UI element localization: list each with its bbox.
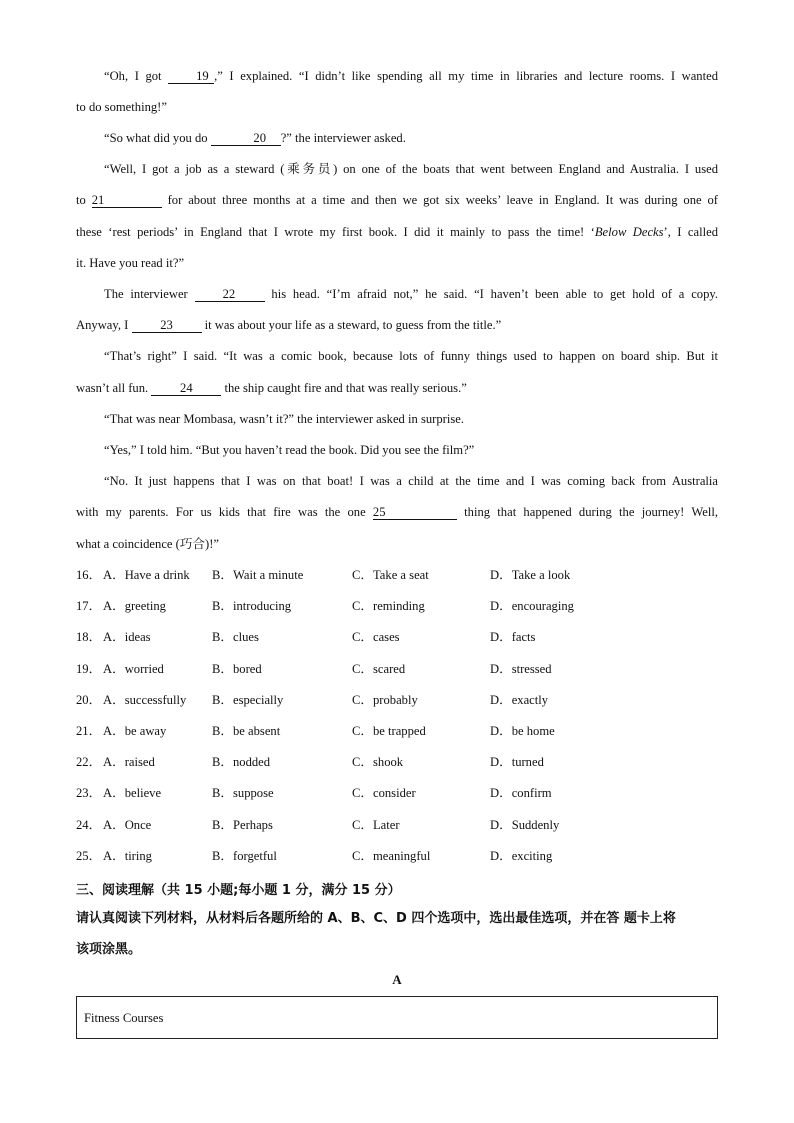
passage-line-15: with my parents. For us kids that fire was the one 25 thing that happened during the journey! Well,	[76, 505, 718, 519]
passage-line-12: “That was near Mombasa, wasn’t it?” the interviewer asked in surprise.	[104, 412, 464, 426]
section-instruction: 请认真阅读下列材料，从材料后各题所给的 A、B、C、D 四个选项中，选出最佳选项，并在答 题卡上将 该项涂黑。	[76, 911, 676, 957]
option-a: A．greeting	[103, 599, 166, 613]
passage-line-2: to do something!”	[76, 100, 167, 114]
passage-line-16: what a coincidence (巧合)!”	[76, 537, 220, 551]
option-a: A．raised	[103, 755, 155, 769]
option-c: C．shook	[352, 755, 404, 769]
option-c: C．be trapped	[352, 724, 426, 738]
option-d: D．exactly	[490, 693, 549, 707]
option-a: A．successfully	[103, 693, 187, 707]
option-d: D．be home	[490, 724, 555, 738]
blank-25: 25	[373, 505, 457, 520]
blank-23: 23	[132, 318, 202, 333]
option-d: D．stressed	[490, 662, 552, 676]
option-a: A．Once	[103, 818, 152, 832]
passage-line-8: The interviewer 22 his head. “I’m afraid not,” he said. “I haven’t been able to get hold of a copy.	[104, 287, 719, 301]
option-b: B．especially	[212, 693, 284, 707]
option-b: B．introducing	[212, 599, 292, 613]
question-row: 21． A．be away B．be absent C．be trapped D．be home	[76, 724, 555, 738]
passage-line-10: “That’s right” I said. “It was a comic book, because lots of funny things used to happen on board ship. But it	[104, 349, 718, 363]
option-d: D．exciting	[490, 849, 553, 863]
book-title: Below Decks	[594, 225, 664, 239]
question-row: 19． A．worried B．bored C．scared D．stressed	[76, 662, 552, 676]
question-row: 18． A．ideas B．clues C．cases D．facts	[76, 630, 536, 644]
material-box	[76, 996, 718, 1039]
option-c: C．scared	[352, 662, 406, 676]
passage-line-4: “Well, I got a job as a steward (乘务员) on one of the boats that went between England and Australia. I used	[104, 162, 718, 176]
option-b: B．nodded	[212, 755, 271, 769]
option-d: D．facts	[490, 630, 536, 644]
blank-20: 20	[211, 131, 281, 146]
option-c: C．cases	[352, 630, 400, 644]
option-b: B．suppose	[212, 786, 274, 800]
passage-line-5: to 21 for about three months at a time and then we got six weeks’ leave in England. It was during one of	[76, 193, 718, 207]
option-a: A．worried	[103, 662, 164, 676]
option-d: D．turned	[490, 755, 544, 769]
option-b: B．forgetful	[212, 849, 277, 863]
blank-24: 24	[151, 381, 221, 396]
option-c: C．meaningful	[352, 849, 431, 863]
option-b: B．Perhaps	[212, 818, 273, 832]
blank-19: 19	[168, 69, 214, 84]
question-row: 22． A．raised B．nodded C．shook D．turned	[76, 755, 544, 769]
option-b: B．bored	[212, 662, 262, 676]
question-row: 23． A．believe B．suppose C．consider D．confirm	[76, 786, 552, 800]
passage-line-14: “No. It just happens that I was on that boat! I was a child at the time and I was coming back from Australia	[104, 474, 718, 488]
option-b: B．Wait a minute	[212, 568, 304, 582]
option-b: B．clues	[212, 630, 259, 644]
passage-line-1: “Oh, I got 19 ,” I explained. “I didn’t like spending all my time in libraries and lecture rooms. I wanted	[104, 69, 718, 83]
question-row: 16． A．Have a drink B．Wait a minute C．Take a seat D．Take a look	[76, 568, 571, 582]
passage-line-13: “Yes,” I told him. “But you haven’t read the book. Did you see the film?”	[104, 443, 475, 457]
box-title: Fitness Courses	[84, 1011, 164, 1025]
passage-line-7: it. Have you read it?”	[76, 256, 185, 270]
option-c: C．Later	[352, 818, 400, 832]
option-d: D．confirm	[490, 786, 552, 800]
option-c: C．consider	[352, 786, 416, 800]
question-row: 24． A．Once B．Perhaps C．Later D．Suddenly	[76, 818, 560, 832]
question-row: 17． A．greeting B．introducing C．reminding D．encouraging	[76, 599, 574, 613]
option-d: D．Suddenly	[490, 818, 560, 832]
option-a: A．be away	[103, 724, 167, 738]
blank-21: 21	[92, 193, 162, 208]
option-c: C．Take a seat	[352, 568, 429, 582]
option-b: B．be absent	[212, 724, 281, 738]
blank-22: 22	[195, 287, 265, 302]
option-d: D．Take a look	[490, 568, 571, 582]
option-d: D．encouraging	[490, 599, 574, 613]
passage-line-6: these ‘rest periods’ in England that I wrote my first book. I did it mainly to pass the time! ‘Below Decks’, I called	[76, 225, 718, 239]
passage-line-11: wasn’t all fun. 24 the ship caught fire and that was really serious.”	[76, 381, 467, 395]
option-c: C．probably	[352, 693, 418, 707]
option-a: A．ideas	[103, 630, 151, 644]
part-label: A	[392, 972, 402, 987]
passage-line-3: “So what did you do 20 ?” the interviewer asked.	[104, 131, 406, 145]
passage-line-9: Anyway, I 23 it was about your life as a steward, to guess from the title.”	[76, 318, 502, 332]
option-c: C．reminding	[352, 599, 425, 613]
question-row: 25． A．tiring B．forgetful C．meaningful D．exciting	[76, 849, 553, 863]
option-a: A．Have a drink	[103, 568, 190, 582]
section-title: 三、阅读理解（共 15 小题;每小题 1 分，满分 15 分）	[76, 883, 401, 898]
option-a: A．tiring	[103, 849, 152, 863]
option-a: A．believe	[103, 786, 162, 800]
question-row: 20． A．successfully B．especially C．probably D．exactly	[76, 693, 549, 707]
